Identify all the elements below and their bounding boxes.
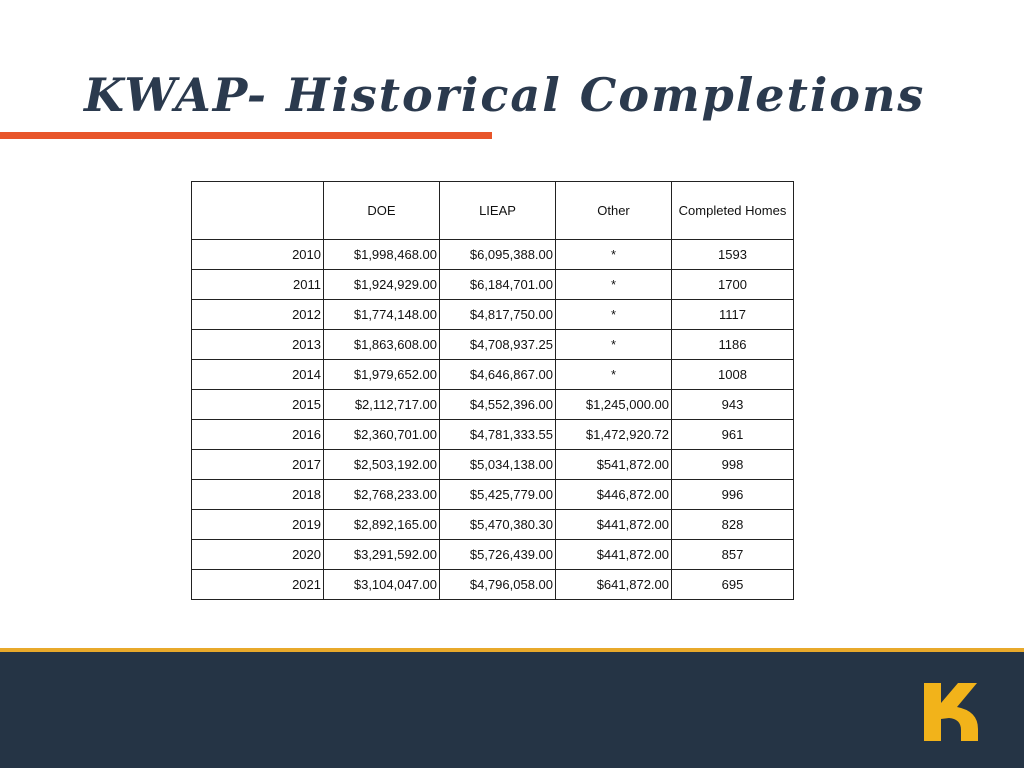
cell-lieap: $4,552,396.00 [440,390,556,420]
cell-year: 2018 [192,480,324,510]
table-header-row [192,182,794,240]
completions-table [191,181,794,600]
cell-year: 2021 [192,570,324,600]
cell-completed-homes: 1008 [672,360,794,390]
cell-lieap: $5,034,138.00 [440,450,556,480]
cell-other: * [556,270,672,300]
table-row [192,540,794,570]
cell-year: 2014 [192,360,324,390]
footer-bar [0,652,1024,768]
header-doe: DOE [324,182,440,240]
cell-lieap: $5,425,779.00 [440,480,556,510]
cell-doe: $1,863,608.00 [324,330,440,360]
cell-other: $541,872.00 [556,450,672,480]
cell-other: $1,245,000.00 [556,390,672,420]
cell-year: 2011 [192,270,324,300]
cell-lieap: $5,470,380.30 [440,510,556,540]
cell-completed-homes: 998 [672,450,794,480]
cell-year: 2019 [192,510,324,540]
slide-title: KWAP- Historical Completions [84,68,926,122]
cell-doe: $3,291,592.00 [324,540,440,570]
table-row [192,570,794,600]
cell-completed-homes: 943 [672,390,794,420]
cell-doe: $1,979,652.00 [324,360,440,390]
cell-doe: $1,998,468.00 [324,240,440,270]
table-row [192,270,794,300]
cell-doe: $2,503,192.00 [324,450,440,480]
cell-lieap: $4,817,750.00 [440,300,556,330]
cell-completed-homes: 961 [672,420,794,450]
cell-lieap: $6,095,388.00 [440,240,556,270]
table-row [192,480,794,510]
table-row [192,330,794,360]
cell-doe: $2,360,701.00 [324,420,440,450]
cell-doe: $3,104,047.00 [324,570,440,600]
cell-year: 2020 [192,540,324,570]
cell-lieap: $6,184,701.00 [440,270,556,300]
cell-completed-homes: 857 [672,540,794,570]
cell-completed-homes: 1700 [672,270,794,300]
table-row [192,360,794,390]
table-row [192,240,794,270]
header-year [192,182,324,240]
cell-other: $441,872.00 [556,540,672,570]
cell-year: 2017 [192,450,324,480]
cell-completed-homes: 1186 [672,330,794,360]
header-other: Other [556,182,672,240]
table-row [192,390,794,420]
table-row [192,300,794,330]
cell-other: * [556,240,672,270]
table-row [192,420,794,450]
cell-other: * [556,330,672,360]
cell-completed-homes: 828 [672,510,794,540]
cell-other: $641,872.00 [556,570,672,600]
cell-lieap: $4,708,937.25 [440,330,556,360]
cell-year: 2015 [192,390,324,420]
cell-other: * [556,300,672,330]
cell-year: 2016 [192,420,324,450]
cell-other: * [556,360,672,390]
cell-doe: $2,112,717.00 [324,390,440,420]
cell-year: 2012 [192,300,324,330]
cell-doe: $1,774,148.00 [324,300,440,330]
cell-lieap: $5,726,439.00 [440,540,556,570]
cell-completed-homes: 1593 [672,240,794,270]
cell-completed-homes: 695 [672,570,794,600]
cell-lieap: $4,781,333.55 [440,420,556,450]
cell-lieap: $4,646,867.00 [440,360,556,390]
table-row [192,510,794,540]
cell-other: $1,472,920.72 [556,420,672,450]
cell-completed-homes: 1117 [672,300,794,330]
cell-other: $441,872.00 [556,510,672,540]
cell-doe: $1,924,929.00 [324,270,440,300]
cell-other: $446,872.00 [556,480,672,510]
cell-lieap: $4,796,058.00 [440,570,556,600]
cell-year: 2013 [192,330,324,360]
header-lieap: LIEAP [440,182,556,240]
title-accent-rule [0,132,492,139]
table-body [192,240,794,600]
cell-doe: $2,892,165.00 [324,510,440,540]
k-logo-icon [924,683,978,741]
header-completed-homes: Completed Homes [672,182,794,240]
cell-completed-homes: 996 [672,480,794,510]
cell-doe: $2,768,233.00 [324,480,440,510]
table-row [192,450,794,480]
cell-year: 2010 [192,240,324,270]
